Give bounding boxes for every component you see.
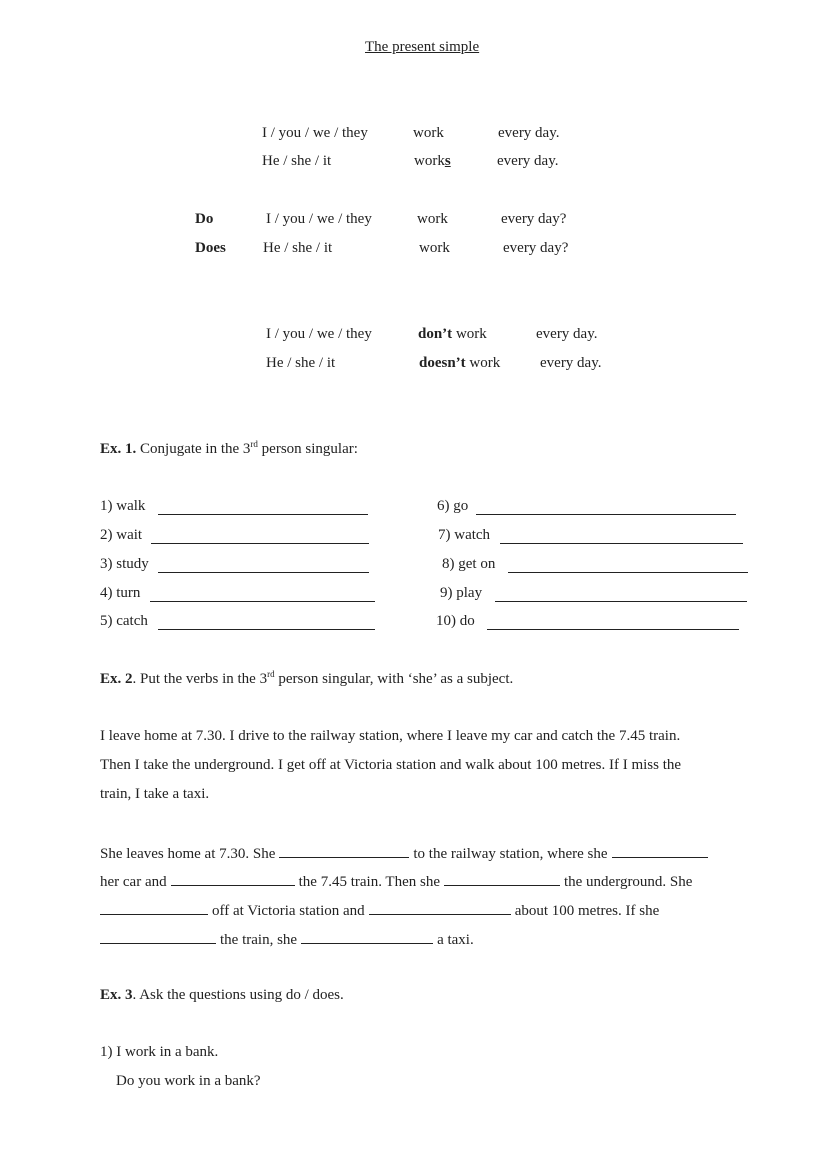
answer-blank[interactable] xyxy=(612,843,708,858)
answer-blank[interactable] xyxy=(158,572,369,573)
verb: work xyxy=(419,240,450,256)
answer-blank[interactable] xyxy=(369,900,511,915)
paragraph-line: I leave home at 7.30. I drive to the railway station, where I leave my car and catch the 7.45 train. xyxy=(100,728,681,744)
time: every day. xyxy=(536,326,598,342)
paragraph-line: Then I take the underground. I get off at Victoria station and walk about 100 metres. If I miss the xyxy=(100,757,682,773)
verb-phrase xyxy=(418,325,487,343)
ex2-label: Ex. 2 xyxy=(100,671,133,687)
ex1-item: 8) get on xyxy=(442,556,496,572)
ex1-item: 5) catch xyxy=(100,613,148,629)
verb-stem: work xyxy=(414,153,445,169)
answer-blank[interactable] xyxy=(476,514,736,515)
gap-line xyxy=(100,900,659,920)
verb: work xyxy=(417,211,448,227)
ex3-instruction xyxy=(100,986,344,1004)
answer-blank[interactable] xyxy=(150,601,375,602)
gap-text: about 100 metres. If she xyxy=(514,903,660,919)
subject: I / you / we / they xyxy=(266,326,372,342)
aux: don’t xyxy=(418,326,453,342)
ex1-instruction xyxy=(100,440,358,458)
gap-text: off at Victoria station and xyxy=(212,903,365,919)
instr: . Ask the questions using do / does. xyxy=(132,987,344,1003)
gap-text: to the railway station, where she xyxy=(413,846,608,862)
gap-text: her car and xyxy=(100,874,167,890)
time: every day? xyxy=(503,240,569,256)
ex2-instruction xyxy=(100,670,513,688)
ex1-label: Ex. 1. xyxy=(100,441,137,457)
ex3-example-statement: 1) I work in a bank. xyxy=(100,1044,219,1060)
verb-phrase xyxy=(419,354,500,372)
ex1-item: 10) do xyxy=(436,613,475,629)
aux: doesn’t xyxy=(419,355,466,371)
gap-text: a taxi. xyxy=(437,932,474,948)
verb xyxy=(414,152,451,170)
ex1-item: 3) study xyxy=(100,556,149,572)
gap-line xyxy=(100,929,474,949)
time: every day. xyxy=(540,355,602,371)
subject: I / you / we / they xyxy=(266,211,372,227)
time: every day? xyxy=(501,211,567,227)
verb: work xyxy=(452,326,487,342)
answer-blank[interactable] xyxy=(508,572,748,573)
time: every day. xyxy=(498,125,560,141)
answer-blank[interactable] xyxy=(100,929,216,944)
answer-blank[interactable] xyxy=(495,601,747,602)
gap-text: She leaves home at 7.30. She xyxy=(100,846,276,862)
ex3-label: Ex. 3 xyxy=(100,987,133,1003)
ex3-example-question: Do you work in a bank? xyxy=(116,1073,261,1089)
ex1-item: 1) walk xyxy=(100,498,146,514)
instr: person singular, with ‘she’ as a subject. xyxy=(274,671,514,687)
gap-text: the train, she xyxy=(220,932,298,948)
verb: work xyxy=(413,125,444,141)
subject: He / she / it xyxy=(262,153,332,169)
sup: rd xyxy=(267,669,275,679)
gap-text: the 7.45 train. Then she xyxy=(298,874,440,890)
gap-line xyxy=(100,843,712,863)
instr: Conjugate in the 3 xyxy=(136,441,251,457)
ex1-item: 9) play xyxy=(440,585,483,601)
gap-line xyxy=(100,871,692,891)
answer-blank[interactable] xyxy=(279,843,409,858)
instr: person singular: xyxy=(257,441,358,457)
answer-blank[interactable] xyxy=(444,871,560,886)
verb-suffix: s xyxy=(444,153,451,169)
answer-blank[interactable] xyxy=(158,629,375,630)
subject: He / she / it xyxy=(263,240,333,256)
answer-blank[interactable] xyxy=(301,929,433,944)
page-title: The present simple xyxy=(365,39,480,55)
answer-blank[interactable] xyxy=(158,514,368,515)
sup: rd xyxy=(250,439,258,449)
ex1-item: 4) turn xyxy=(100,585,141,601)
subject: I / you / we / they xyxy=(262,125,368,141)
answer-blank[interactable] xyxy=(171,871,295,886)
gap-text: the underground. She xyxy=(563,874,693,890)
subject: He / she / it xyxy=(266,355,336,371)
ex1-item: 2) wait xyxy=(100,527,143,543)
answer-blank[interactable] xyxy=(100,900,208,915)
answer-blank[interactable] xyxy=(151,543,369,544)
ex1-item: 6) go xyxy=(437,498,469,514)
time: every day. xyxy=(497,153,559,169)
ex1-item: 7) watch xyxy=(438,527,491,543)
paragraph-line: train, I take a taxi. xyxy=(100,786,210,802)
answer-blank[interactable] xyxy=(487,629,739,630)
aux: Does xyxy=(195,240,226,256)
instr: . Put the verbs in the 3 xyxy=(132,671,268,687)
verb: work xyxy=(465,355,501,371)
answer-blank[interactable] xyxy=(500,543,743,544)
aux: Do xyxy=(195,211,214,227)
